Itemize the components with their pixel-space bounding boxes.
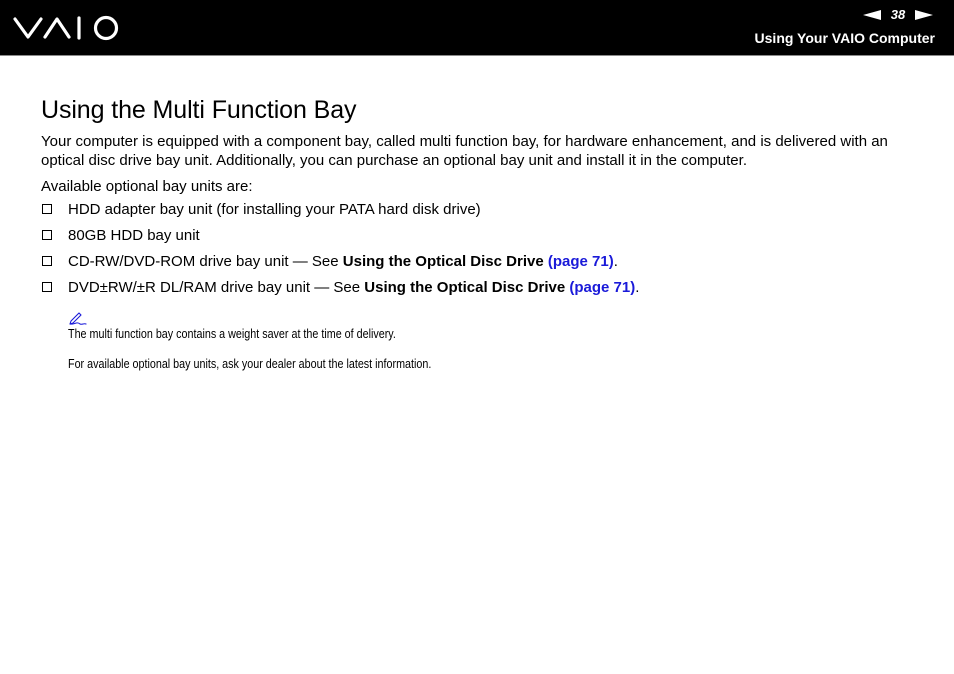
- list-item: [41, 226, 921, 245]
- pencil-note-icon: [68, 312, 88, 326]
- previous-page-arrow-icon[interactable]: [862, 9, 882, 21]
- list-item: [41, 252, 921, 271]
- note-text: The multi function bay contains a weight saver at the time of delivery.: [68, 327, 396, 341]
- checkbox-bullet-icon: [42, 204, 52, 214]
- page-number: 38: [890, 7, 906, 22]
- main-content: [41, 95, 921, 372]
- list-item-end: .: [635, 279, 640, 296]
- list-item-text: 80GB HDD bay unit: [68, 227, 200, 244]
- section-title: Using Your VAIO Computer: [754, 30, 935, 46]
- list-item: [41, 278, 921, 297]
- checkbox-bullet-icon: [42, 256, 52, 266]
- next-page-arrow-icon[interactable]: [914, 9, 934, 21]
- bay-unit-list: [41, 200, 921, 297]
- cross-reference-title: Using the Optical Disc Drive: [364, 279, 566, 296]
- list-item: [41, 200, 921, 219]
- list-item-end: .: [613, 253, 618, 270]
- list-item-text: CD-RW/DVD-ROM drive bay unit — See: [68, 253, 343, 270]
- vaio-logo: [13, 14, 121, 42]
- header-divider: [0, 55, 954, 56]
- page-link[interactable]: (page 71): [547, 253, 614, 270]
- checkbox-bullet-icon: [42, 230, 52, 240]
- page-title: Using the Multi Function Bay: [41, 96, 357, 124]
- list-item-text: HDD adapter bay unit (for installing your PATA hard disk drive): [68, 201, 481, 218]
- page-header: [0, 0, 954, 56]
- list-item-text: DVD±RW/±R DL/RAM drive bay unit — See: [68, 279, 365, 296]
- intro-paragraph: Your computer is equipped with a component bay, called multi function bay, for hardware enhancement, and is delivered with an optical disc drive bay unit. Additionally, you can purchase an optional bay unit and install it in the computer.: [41, 133, 888, 169]
- checkbox-bullet-icon: [42, 282, 52, 292]
- note-text: For available optional bay units, ask your dealer about the latest information.: [68, 357, 432, 371]
- note-block: [68, 312, 921, 372]
- cross-reference-title: Using the Optical Disc Drive: [342, 253, 544, 270]
- lead-text: Available optional bay units are:: [41, 178, 253, 195]
- page-link[interactable]: (page 71): [569, 279, 636, 296]
